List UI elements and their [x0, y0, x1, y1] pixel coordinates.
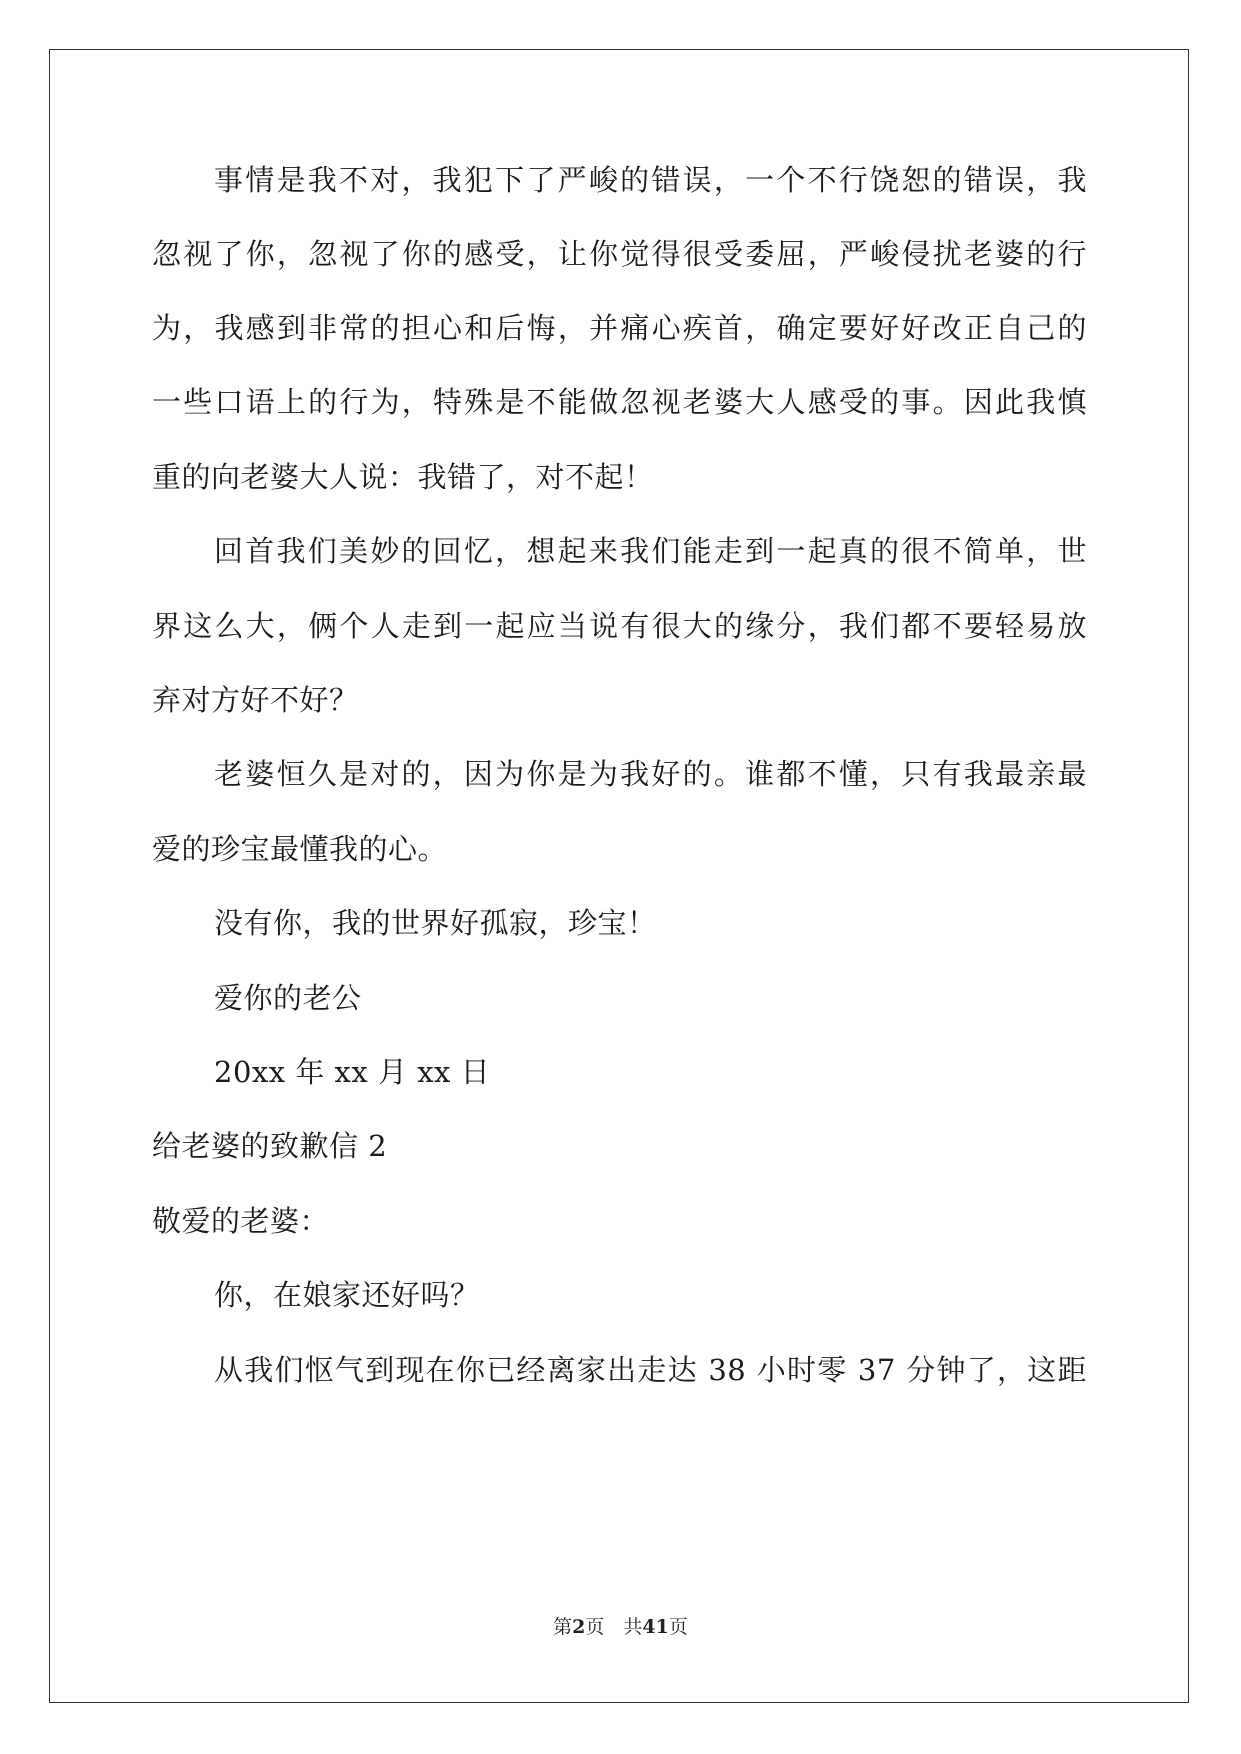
paragraph-1-line-5: 重的向老婆大人说：我错了，对不起！ — [152, 460, 654, 494]
page-footer — [0, 1612, 1241, 1639]
salutation: 敬爱的老婆： — [152, 1204, 330, 1238]
paragraph-4: 没有你，我的世界好孤寂，珍宝！ — [214, 906, 657, 940]
paragraph-2-line-3: 弃对方好不好？ — [152, 683, 359, 717]
page-border — [49, 49, 1189, 1703]
date-line: 20xx 年 xx 月 xx 日 — [214, 1055, 491, 1089]
paragraph-1-line-4: 一些口语上的行为，特殊是不能做忽视老婆大人感受的事。因此我慎 — [152, 385, 1087, 419]
section-title: 给老婆的致歉信 2 — [152, 1129, 388, 1163]
paragraph-1-line-3: 为，我感到非常的担心和后悔，并痛心疾首，确定要好好改正自己的 — [152, 311, 1087, 345]
footer-suffix: 页 — [668, 1616, 688, 1638]
footer-mid: 页 共 — [585, 1616, 643, 1638]
total-page-number: 41 — [642, 1616, 669, 1638]
footer-prefix: 第 — [553, 1616, 573, 1638]
current-page-number: 2 — [572, 1616, 586, 1638]
paragraph-2-line-2: 界这么大，俩个人走到一起应当说有很大的缘分，我们都不要轻易放 — [152, 609, 1087, 643]
paragraph-3-line-2: 爱的珍宝最懂我的心。 — [152, 832, 448, 866]
paragraph-5: 你，在娘家还好吗？ — [214, 1278, 480, 1312]
paragraph-2-line-1: 回首我们美妙的回忆，想起来我们能走到一起真的很不简单，世 — [214, 534, 1087, 568]
paragraph-1-line-2: 忽视了你，忽视了你的感受，让你觉得很受委屈，严峻侵扰老婆的行 — [152, 237, 1087, 271]
paragraph-6-line-1: 从我们怄气到现在你已经离家出走达 38 小时零 37 分钟了，这距 — [214, 1353, 1087, 1387]
signature: 爱你的老公 — [214, 981, 362, 1015]
paragraph-1-line-1: 事情是我不对，我犯下了严峻的错误，一个不行饶恕的错误，我 — [214, 163, 1087, 197]
paragraph-3-line-1: 老婆恒久是对的，因为你是为我好的。谁都不懂，只有我最亲最 — [214, 757, 1087, 791]
